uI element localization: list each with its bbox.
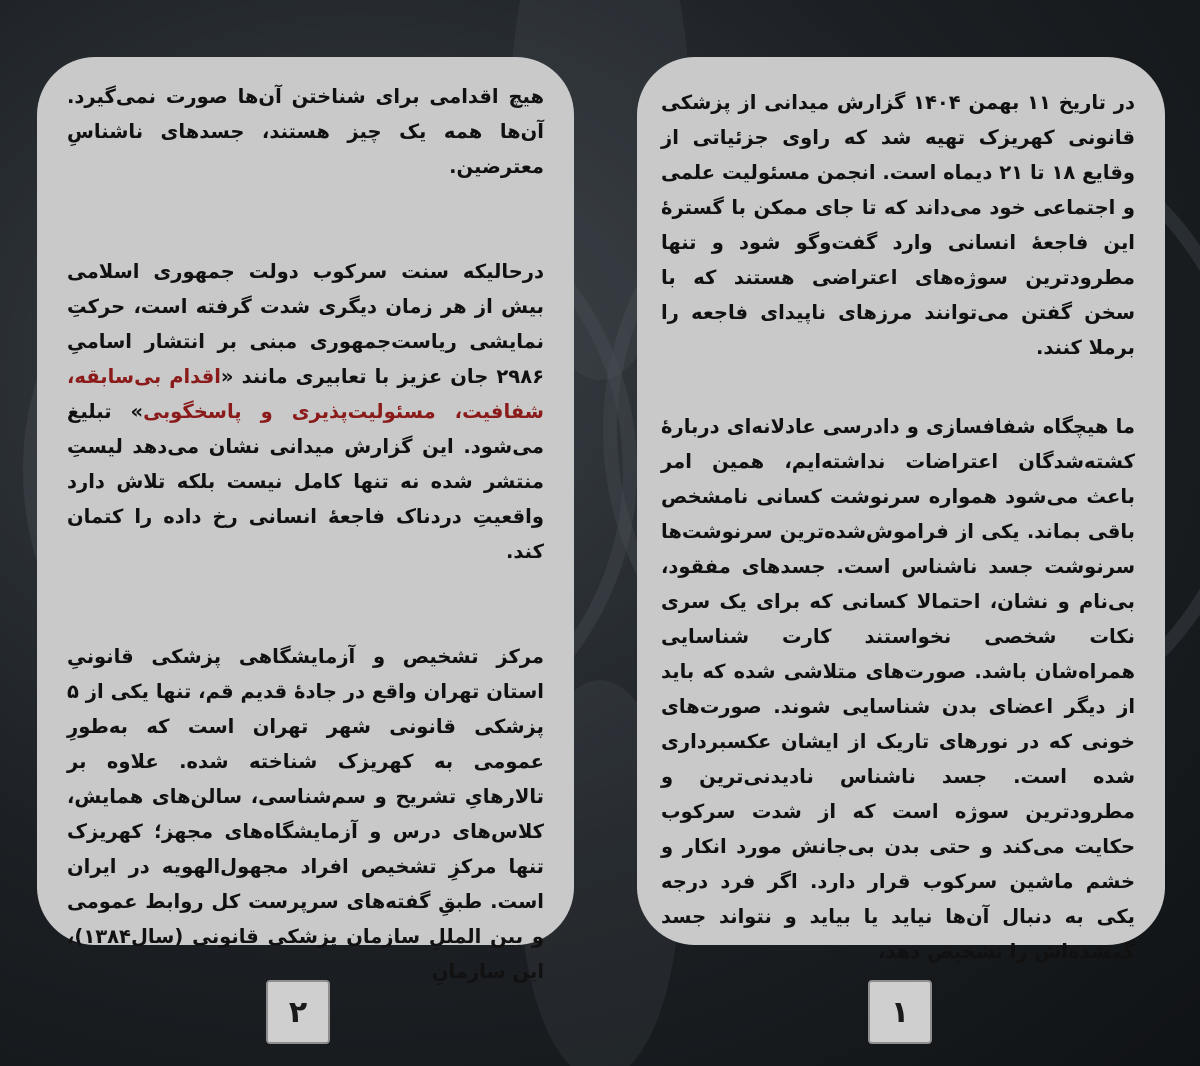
page2-paragraph-1: هیچ اقدامی برای شناختن آن‌ها صورت نمی‌گیرد. آن‌ها همه یک چیز هستند، جسدهای ناشناسِ معترضین. xyxy=(67,85,544,178)
page-card-1 xyxy=(637,57,1165,963)
page2-paragraph-2-end: » تبلیغ می‌شود. این گزارش میدانی نشان می‌دهد لیستِ منتشر شده نه تنها کامل نیست بلکه تلاش دارد واقعیتِ دردناک فاجعهٔ انسانی رخ داده را کتمان کند. xyxy=(67,400,544,563)
page1-paragraph-1: در تاریخ ۱۱ بهمن ۱۴۰۴ گزارش میدانی از پزشکی قانونی کهریزک تهیه شد که راوی جزئیاتی از وقایع ۱۸ تا ۲۱ دیماه است. انجمن مسئولیت علمی و اجتماعی خود می‌داند که تا جای ممکن با گسترهٔ این فاجعهٔ انسانی وارد گفت‌وگو شود و تنها مطرودترین سوژه‌های اعتراضی هستند که با سخن گفتن می‌توانند مرزهای ناپیدای فاجعه را برملا کنند. xyxy=(661,91,1135,359)
page1-paragraph-2: ما هیچگاه شفافسازی و دادرسی عادلانه‌ای دربارهٔ کشته‌شدگان اعتراضات نداشته‌ایم، همین امر باعث می‌شود همواره سرنوشت کسانی نامشخص باقی بماند. یکی از فراموش‌شده‌ترین سرنوشت‌ها سرنوشت جسد ناشناس است. جسدهای مفقود، بی‌نام و نشان، احتمالا کسانی که برای یک سری نکات شخصی نخواستند کارت شناسایی همراه‌شان باشد. صورت‌های متلاشی شده که باید از دیگر اعضای بدن شناسایی شوند. صورت‌های خونی که در نورهای تاریک از ایشان عکسبرداری شده است. جسد ناشناس نادیدنی‌ترین و مطرودترین سوژه است که از شدت سرکوب حکایت می‌کند و حتی بدن بی‌جانش مورد انکار و خشم ماشین سرکوب قرار دارد. اگر فرد درجه یکی به دنبال آن‌ها نیاید یا بیاید و نتواند جسد گمشده‌اش را تشخیص دهد، xyxy=(661,415,1135,963)
highlighted-quote: اقدام بی‌سابقه، شفافیت، مسئولیت‌پذیری و پاسخگوبی xyxy=(67,365,544,423)
page-number-2: ۲ xyxy=(266,980,330,1044)
page2-paragraph-2 xyxy=(67,254,544,569)
page-card-2 xyxy=(37,57,574,983)
page2-paragraph-3: مرکز تشخیص و آزمایشگاهی پزشکی قانونیِ استان تهران واقع در جادهٔ قدیم قم، تنها یکی از ۵ پزشکی قانونی شهر تهران است که به‌طورِ عمومی به کهریزک شناخته شده. علاوه بر تالارهایِ تشریح و سم‌شناسی، سالن‌های همایش، کلاس‌های درس و آزمایشگاه‌های مجهز؛ کهریزک تنها مرکزِ تشخیص افراد مجهول‌الهویه در ایران است. طبقِ گفته‌های سرپرست کل روابط عمومی و بین المللِ سازمان پزشکی قانونی (سال۱۳۸۴)، این سازمانِ xyxy=(67,645,544,983)
page2-paragraph-2-start: درحالیکه سنت سرکوب دولت جمهوری اسلامی بیش از هر زمان دیگری شدت گرفته است، حرکتِ نمایشی ریاست‌جمهوری مبنی بر انتشار اسامیِ ۲۹۸۶ جان عزیز با تعابیری مانند « xyxy=(67,260,544,388)
page-number-1: ۱ xyxy=(868,980,932,1044)
